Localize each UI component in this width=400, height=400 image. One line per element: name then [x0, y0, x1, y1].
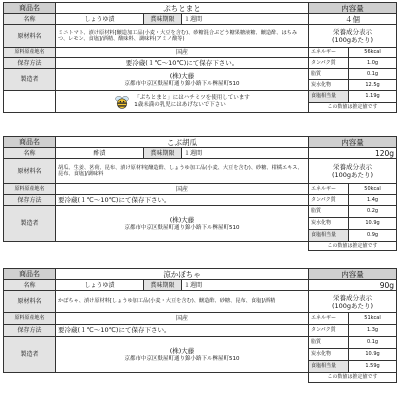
storage-value: 要冷蔵(１℃〜10℃)にて保存下さい。	[56, 325, 309, 337]
nutrient-salt-value: 0.9g	[349, 230, 397, 242]
nutrition-header: 栄養成分表示 (100gあたり)	[309, 159, 397, 184]
origin-label: 原料原産地名	[4, 48, 56, 58]
label-card-petit-tomato	[3, 2, 396, 113]
storage-value: 要冷蔵(１℃〜10℃)にて保存下さい。	[56, 195, 309, 206]
content-label: 内容量	[309, 137, 397, 148]
nutrient-energy-label: エネルギー	[309, 313, 349, 325]
honey-warning: 「ぷちとまと」にはハチミツを使用しています 1歳未満の乳児にはあげないで下さい	[56, 91, 309, 113]
label-table	[3, 136, 397, 251]
nutrient-protein-value: 1.4g	[349, 195, 397, 206]
bee-icon	[114, 94, 130, 110]
expiry-value: １週間	[182, 148, 309, 159]
nutrient-salt-label: 食塩相当量	[309, 230, 349, 242]
label-card-kobu-kyuri	[3, 136, 396, 251]
nutrition-note: この数値は推定値です	[309, 103, 397, 113]
manufacturer-label: 製造者	[4, 206, 56, 242]
expiry-label: 賞味期限	[144, 14, 182, 25]
expiry-label: 賞味期限	[144, 280, 182, 291]
expiry-label: 賞味期限	[144, 148, 182, 159]
origin-label: 原料原産地名	[4, 313, 56, 325]
nutrient-protein-label: タンパク質	[309, 195, 349, 206]
nutrition-header: 栄養成分表示 (100gあたり)	[309, 291, 397, 313]
expiry-value: １週間	[182, 280, 309, 291]
nutrient-carbs-label: 炭水化物	[309, 80, 349, 91]
nutrient-energy-value: 50kcal	[349, 184, 397, 195]
product-name-label: 商品名	[4, 269, 56, 280]
manufacturer-value: (株)大藤 京都市中京区麩屋町通り錦小路下ル桝屋町510	[56, 69, 309, 91]
name-label: 名称	[4, 280, 56, 291]
manufacturer-value: (株)大藤 京都市中京区麩屋町通り錦小路下ル桝屋町510	[56, 206, 309, 242]
nutrient-energy-value: 51kcal	[349, 313, 397, 325]
product-name-value: 涼かぼちゃ	[56, 269, 309, 280]
name-value: 酢漬	[56, 148, 144, 159]
nutrient-protein-label: タンパク質	[309, 58, 349, 69]
product-name-value: こぶ胡瓜	[56, 137, 309, 148]
product-name-value: ぷちとまと	[56, 3, 309, 14]
label-table	[3, 2, 397, 113]
storage-label: 保存方法	[4, 195, 56, 206]
content-value: ４個	[309, 14, 397, 25]
product-name-label: 商品名	[4, 137, 56, 148]
ingredients-label: 原材料名	[4, 291, 56, 313]
nutrient-fat-label: 脂質	[309, 337, 349, 349]
product-name-label: 商品名	[4, 3, 56, 14]
ingredients-value: ミニトマト、漬け原材料[醸造加工品(小麦・大豆を含む)、砂糖混合ぶどう糖果糖液糖、醸造酢、はちみつ、レモン、食塩]/酒精、酸味料、調味料(アミノ酸等)	[56, 25, 309, 48]
nutrient-protein-label: タンパク質	[309, 325, 349, 337]
name-value: しょうゆ漬	[56, 280, 144, 291]
content-value: 120g	[309, 148, 397, 159]
nutrient-fat-value: 0.2g	[349, 206, 397, 218]
nutrient-energy-label: エネルギー	[309, 184, 349, 195]
nutrient-carbs-value: 12.5g	[349, 80, 397, 91]
origin-value: 国産	[56, 48, 309, 58]
storage-label: 保存方法	[4, 58, 56, 69]
name-label: 名称	[4, 14, 56, 25]
name-label: 名称	[4, 148, 56, 159]
nutrient-energy-label: エネルギー	[309, 48, 349, 58]
manufacturer-value: (株)大藤 京都市中京区麩屋町通り錦小路下ル桝屋町510	[56, 337, 309, 373]
ingredients-label: 原材料名	[4, 25, 56, 48]
content-label: 内容量	[309, 3, 397, 14]
expiry-value: １週間	[182, 14, 309, 25]
origin-value: 国産	[56, 184, 309, 195]
nutrient-carbs-label: 炭水化物	[309, 218, 349, 230]
nutrient-salt-value: 1.59g	[349, 361, 397, 373]
ingredients-value: 胡瓜、生姜、茗荷、昆布、漬け原材料[醸造酢、しょうゆ加工品(小麦、大豆を含む)、砂糖、柑橘エキス、昆布、食塩]/調味料	[56, 159, 309, 184]
nutrient-carbs-label: 炭水化物	[309, 349, 349, 361]
label-card-ryo-kabocha	[3, 268, 396, 383]
nutrient-protein-value: 1.3g	[349, 325, 397, 337]
origin-label: 原料原産地名	[4, 184, 56, 195]
storage-value: 要冷蔵(１℃〜10℃)にて保存下さい。	[56, 58, 309, 69]
nutrient-protein-value: 1.0g	[349, 58, 397, 69]
ingredients-value: かぼちゃ、漬け原材料[しょうゆ加工品(小麦・大豆を含む)、醸造酢、砂糖、昆布、食塩]/酒精	[56, 291, 309, 313]
nutrient-energy-value: 56kcal	[349, 48, 397, 58]
content-label: 内容量	[309, 269, 397, 280]
nutrition-header: 栄養成分表示 (100gあたり)	[309, 25, 397, 48]
nutrient-salt-label: 食塩相当量	[309, 91, 349, 103]
nutrient-salt-value: 1.19g	[349, 91, 397, 103]
name-value: しょうゆ漬	[56, 14, 144, 25]
content-value: 90g	[309, 280, 397, 291]
manufacturer-label: 製造者	[4, 337, 56, 373]
nutrition-note: この数値は推定値です	[309, 242, 397, 251]
nutrient-fat-value: 0.1g	[349, 69, 397, 80]
manufacturer-label: 製造者	[4, 69, 56, 91]
nutrient-carbs-value: 10.9g	[349, 218, 397, 230]
label-table	[3, 268, 397, 383]
nutrition-note: この数値は推定値です	[309, 373, 397, 383]
ingredients-label: 原材料名	[4, 159, 56, 184]
nutrient-fat-value: 0.1g	[349, 337, 397, 349]
storage-label: 保存方法	[4, 325, 56, 337]
origin-value: 国産	[56, 313, 309, 325]
nutrient-salt-label: 食塩相当量	[309, 361, 349, 373]
nutrient-carbs-value: 10.9g	[349, 349, 397, 361]
nutrient-fat-label: 脂質	[309, 69, 349, 80]
nutrient-fat-label: 脂質	[309, 206, 349, 218]
